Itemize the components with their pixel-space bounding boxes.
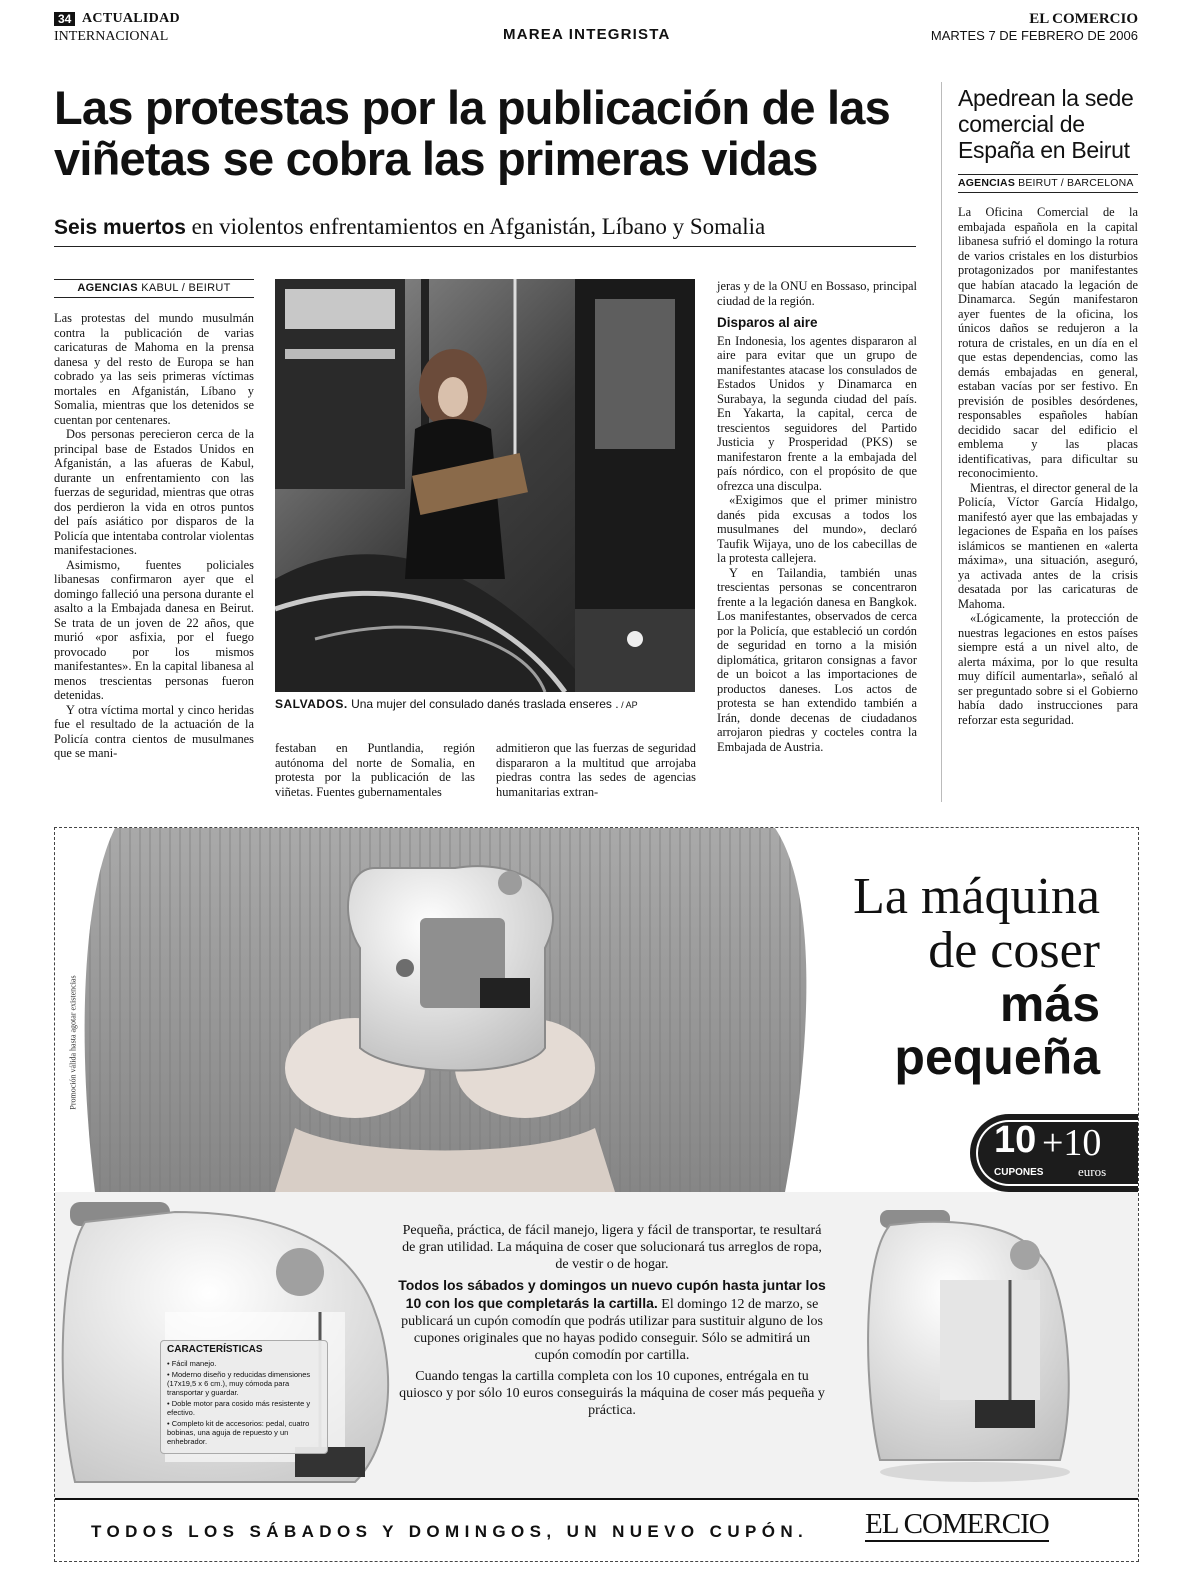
feature-item: • Completo kit de accesorios: pedal, cuatro bobinas, una aguja de repuesto y un enhebrador. [167,1419,310,1446]
ad-title-line-1: La máquina [853,868,1100,925]
main-paragraph: jeras y de la ONU en Bossaso, principal ciudad de la región. [717,279,917,308]
ad-desc-coupons [397,1277,827,1364]
main-paragraph: festaban en Puntlandia, región autónoma del norte de Somalia, en protesta por la publicación de las viñetas. Fuentes gubernamentales [275,741,475,799]
main-paragraph: admitieron que las fuerzas de seguridad dispararon a la multitud que arrojaba piedras contra las sedes de agencias humanitarias extran- [496,741,696,799]
ad-desc-bold: Todos los sábados y domingos un nuevo cupón hasta juntar los 10 con los que completarás la cartilla. [398,1277,826,1311]
main-paragraph: En Indonesia, los agentes dispararon al aire para evitar que un grupo de manifestantes atacase los consulados de Estados Unidos y Dinamarca en Surabaya, la segunda ciudad del país. En Yakarta, la capital, cerca de trescientos seguidores del Partido Justicia y Prosperidad (PKS) se manifestaron frente a la embajada del país nórdico, con el propósito de que ofrezca una disculpa. [717,333,917,493]
main-paragraph: «Exigimos que el primer ministro danés pida excusas a todos los musulmanes del mundo», declaró Taufik Wijaya, uno de los cabecillas de la protesta callejera. [717,493,917,565]
feature-text: Completo kit de accesorios: pedal, cuatro bobinas, una aguja de repuesto y un enhebrador. [167,1419,310,1446]
section-label: ACTUALIDAD [82,11,180,26]
main-column-2 [275,741,475,799]
subhead-rest: en violentos enfrentamientos en Afganistán, Líbano y Somalia [185,214,766,239]
feature-item: • Doble motor para cosido más resistente y efectivo. [167,1399,311,1417]
ad-desc-intro: Pequeña, práctica, de fácil manejo, ligera y fácil de transportar, te resultará de gran utilidad. La máquina de coser que solucionará tus arreglos de ropa, de vestir o de hogar. [402,1223,822,1272]
subsection-label: INTERNACIONAL [54,29,169,44]
feature-text: Moderno diseño y reducidas dimensiones (17x19,5 x 6 cm.), muy cómoda para transportar y guardar. [167,1370,311,1397]
side-byline-agency: AGENCIAS [958,177,1016,189]
ad-info-panel [55,1192,1139,1498]
side-paragraph: «Lógicamente, la protección de nuestras legaciones en estos países siempre está a un nivel alto, de alerta máxima, por lo que resulta muy difícil aumentarla», señaló al ser preguntado sobre si el Gobierno había dado instrucciones para reforzar esta seguridad. [958,611,1138,727]
page-number: 34 [54,12,75,26]
main-column-3 [496,741,696,799]
main-column-4 [717,279,917,754]
feature-text: Doble motor para cosido más resistente y efectivo. [167,1399,311,1417]
features-title: CARACTERÍSTICAS [167,1344,263,1355]
side-article-body [958,205,1138,727]
ad-footer [55,1498,1139,1562]
features-box [160,1340,328,1454]
main-byline [54,279,254,298]
main-headline: Las protestas por la publicación de las viñetas se cobra las primeras vidas [54,81,890,185]
main-paragraph: Las protestas del mundo musulmán contra la publicación de varias caricaturas de Mahoma en la prensa danesa y del resto de Europa se han cobrado ya las seis primeras víctimas mortales en Afganistán, Líbano y Somalia, mientras que los detenidos se cuentan por centenares. [54,311,254,427]
topic-label: MAREA INTEGRISTA [503,26,671,43]
main-paragraph: Y otra víctima mortal y cinco heridas fue el resultado de la actuación de la Policía contra cientos de musulmanes que se mani- [54,702,254,760]
photo-credit: / AP [618,700,638,710]
ad-footer-text: TODOS LOS SÁBADOS Y DOMINGOS, UN NUEVO CUPÓN. [91,1522,809,1541]
ad-footer-logo: EL COMERCIO [865,1508,1049,1540]
main-paragraph: Y en Tailandia, también unas trescientas personas se concentraron frente a la legación danesa en Bangkok. Los manifestantes, observados de cerca por la Policía, que estableció un cordón de seguridad en torno a la misión diplomática, gritaron consignas a favor de un boicot a las importaciones de productos daneses. Los actos de protesta se han extendido también a Irán, donde decenas de ciudadanos arrojaron piedras y cocteles contra la Embajada de Austria. [717,565,917,754]
feature-text: Fácil manejo. [171,1359,217,1368]
main-paragraph: Asimismo, fuentes policiales libanesas confirmaron ayer que el domingo falleció una persona durante el asalto a la Embajada danesa en Beirut. Se trata de un joven de 22 años, que murió «por asfixia, por el fuego provocado por los mismos manifestantes». En la capital libanesa al menos trescientas personas fueron detenidas. [54,557,254,702]
ad-title-line-3: más [999,976,1100,1032]
newspaper-name: EL COMERCIO [1029,11,1138,27]
caption-text: Una mujer del consulado danés traslada enseres . [347,697,619,711]
badge-plus: +10 [1042,1122,1102,1164]
ad-title-line-4: pequeña [894,1029,1100,1085]
ad-title [760,870,1100,1084]
badge-number: 10 [994,1119,1037,1161]
side-paragraph: Mientras, el director general de la Policía, Víctor García Hidalgo, manifestó ayer que las embajadas y legaciones de España en los países islámicos se mantienen en «alerta máxima», una situación, aseguró, ya activada antes de la crisis desatada por las caricaturas de Mahoma. [958,480,1138,611]
side-paragraph: La Oficina Comercial de la embajada española en la capital libanesa sufrió el domingo la rotura de varios cristales en los disturbios protagonizados por manifestantes que habían atacado la legación de Dinamarca. Según manifestaron ayer fuentes de la oficina, los únicos daños se redujeron a la rotura de cristales, en un día en el que estas dependencias, como las demás embajadas en general, estaban vacías por ser festivo. En previsión de posibles desórdenes, responsables españoles habían decidido sacar del edificio el emblema y las placas identificativas, para dificultar su reconocimiento. [958,205,1138,480]
main-column-1 [54,311,254,761]
section-heading: Disparos al aire [717,315,818,330]
photo-caption [275,697,700,712]
advertisement [54,827,1139,1562]
main-paragraph: Dos personas perecieron cerca de la principal base de Estados Unidos en Afganistán, a las afueras de Kabul, durante un enfrentamiento con las fuerzas de seguridad, mientras que otras dos perdieron la vida en otros puntos del país asiático por disparos de la Policía que intentaba controlar violentas manifestaciones. [54,427,254,557]
page-header [54,10,1138,46]
side-byline-place: BEIRUT / BARCELONA [1015,177,1134,189]
ad-desc-mid: El domingo 12 de marzo, se publicará un cupón comodín que podrás utilizar para sustituir alguno de los cupones originales que no hayas podido conseguir. Sólo se admitirá un cupón comodín por cartilla. [401,1297,823,1363]
ad-desc-end: Cuando tengas la cartilla completa con los 10 cupones, entrégala en tu quiosco y por sólo 10 euros conseguirás la máquina de coser más pequeña y práctica. [399,1369,825,1418]
ad-side-note: Promoción válida hasta agotar existencias [68,975,78,1110]
badge-euros: euros [1078,1164,1107,1179]
page-date: MARTES 7 DE FEBRERO DE 2006 [930,28,1138,43]
subhead-bold: Seis muertos [54,216,186,239]
byline-agency: AGENCIAS [77,282,138,294]
byline-place: KABUL / BEIRUT [137,282,231,294]
side-byline [958,174,1138,193]
caption-label: SALVADOS. [275,697,348,711]
badge-cupones: CUPONES [994,1167,1044,1178]
photo-illustration [275,279,695,692]
feature-item: • Moderno diseño y reducidas dimensiones (17x19,5 x 6 cm.), muy cómoda para transportar y guardar. [167,1370,311,1397]
feature-item: • Fácil manejo. [167,1359,217,1368]
machine-right-illustration [860,1200,1090,1490]
news-photo [275,279,695,692]
side-divider [941,82,942,802]
main-subhead [54,214,916,247]
side-headline: Apedrean la sede comercial de España en Beirut [958,85,1134,163]
ad-title-line-2: de coser [928,922,1100,979]
ad-description [397,1222,827,1419]
price-badge [970,1114,1139,1192]
